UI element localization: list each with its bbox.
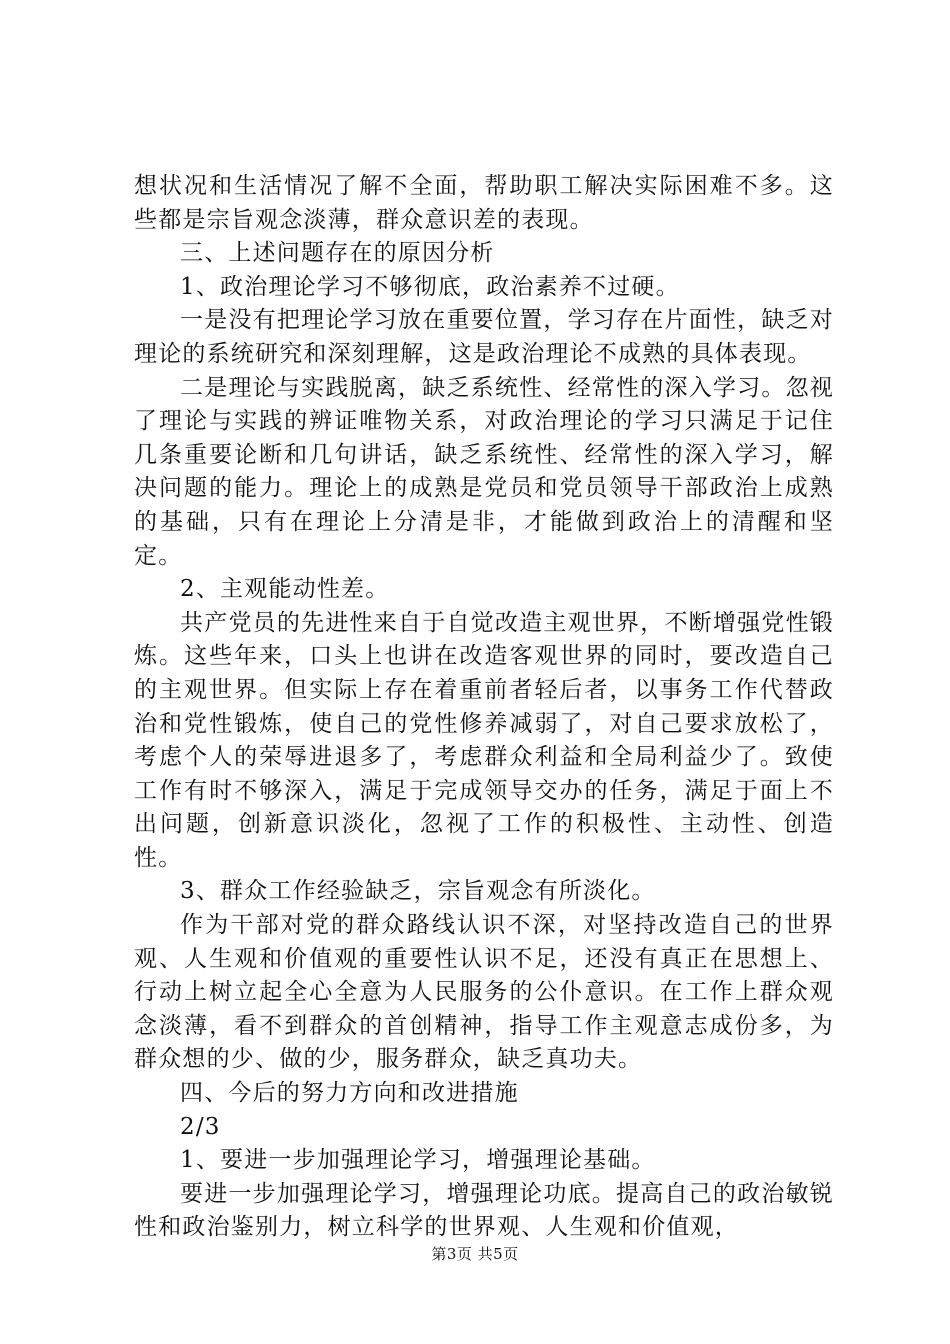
subsection-heading: 1、要进一步加强理论学习，增强理论基础。 — [180, 1147, 656, 1174]
paragraph: 二是理论与实践脱离，缺乏系统性、经常性的深入学习。忽视了理论与实践的辨证唯物关系，对政治理论的学习只满足于记住几条重要论断和几句讲话，缺乏系统性、经常性的深入学习，解决问题的能力。理论上的成熟是党员和党员领导干部政治上成熟的基础，只有在理论上分清是非，才能做到政治上的清醒和坚定。 — [134, 374, 834, 569]
paragraph: 共产党员的先进性来自于自觉改造主观世界，不断增强党性锻炼。这些年来，口头上也讲在改造客观世界的同时，要改造自己的主观世界。但实际上存在着重前者轻后者，以事务工作代替政治和党性锻炼，使自己的党性修养减弱了，对自己要求放松了，考虑个人的荣辱进退多了，考虑群众利益和全局利益少了。致使工作有时不够深入，满足于完成领导交办的任务，满足于面上不出问题，创新意识淡化，忽视了工作的积极性、主动性、创造性。 — [134, 609, 834, 871]
page-footer: 第3页 共5页 — [431, 1245, 519, 1263]
subsection-heading: 1、政治理论学习不够彻底，政治素养不过硬。 — [180, 273, 680, 300]
section-heading: 四、今后的努力方向和改进措施 — [180, 1080, 519, 1107]
paragraph: 作为干部对党的群众路线认识不深，对坚持改造自己的世界观、人生观和价值观的重要性认识不足，还没有真正在思想上、行动上树立起全心全意为人民服务的公仆意识。在工作上群众观念淡薄，看不到群众的首创精神，指导工作主观意志成份多，为群众想的少、做的少，服务群众，缺乏真功夫。 — [134, 912, 834, 1073]
inline-page-marker: 2/3 — [180, 1113, 221, 1140]
subsection-heading: 2、主观能动性差。 — [180, 576, 390, 603]
paragraph: 想状况和生活情况了解不全面，帮助职工解决实际困难不多。这些都是宗旨观念淡薄，群众意识差的表现。 — [134, 173, 834, 233]
document-body — [134, 170, 834, 1245]
section-heading: 三、上述问题存在的原因分析 — [180, 240, 495, 267]
paragraph: 要进一步加强理论学习，增强理论功底。提高自己的政治敏锐性和政治鉴别力，树立科学的世界观、人生观和价值观， — [134, 1180, 834, 1241]
paragraph: 一是没有把理论学习放在重要位置，学习存在片面性，缺乏对理论的系统研究和深刻理解，这是政治理论不成熟的具体表现。 — [134, 307, 834, 367]
subsection-heading: 3、群众工作经验缺乏，宗旨观念有所淡化。 — [180, 878, 656, 905]
